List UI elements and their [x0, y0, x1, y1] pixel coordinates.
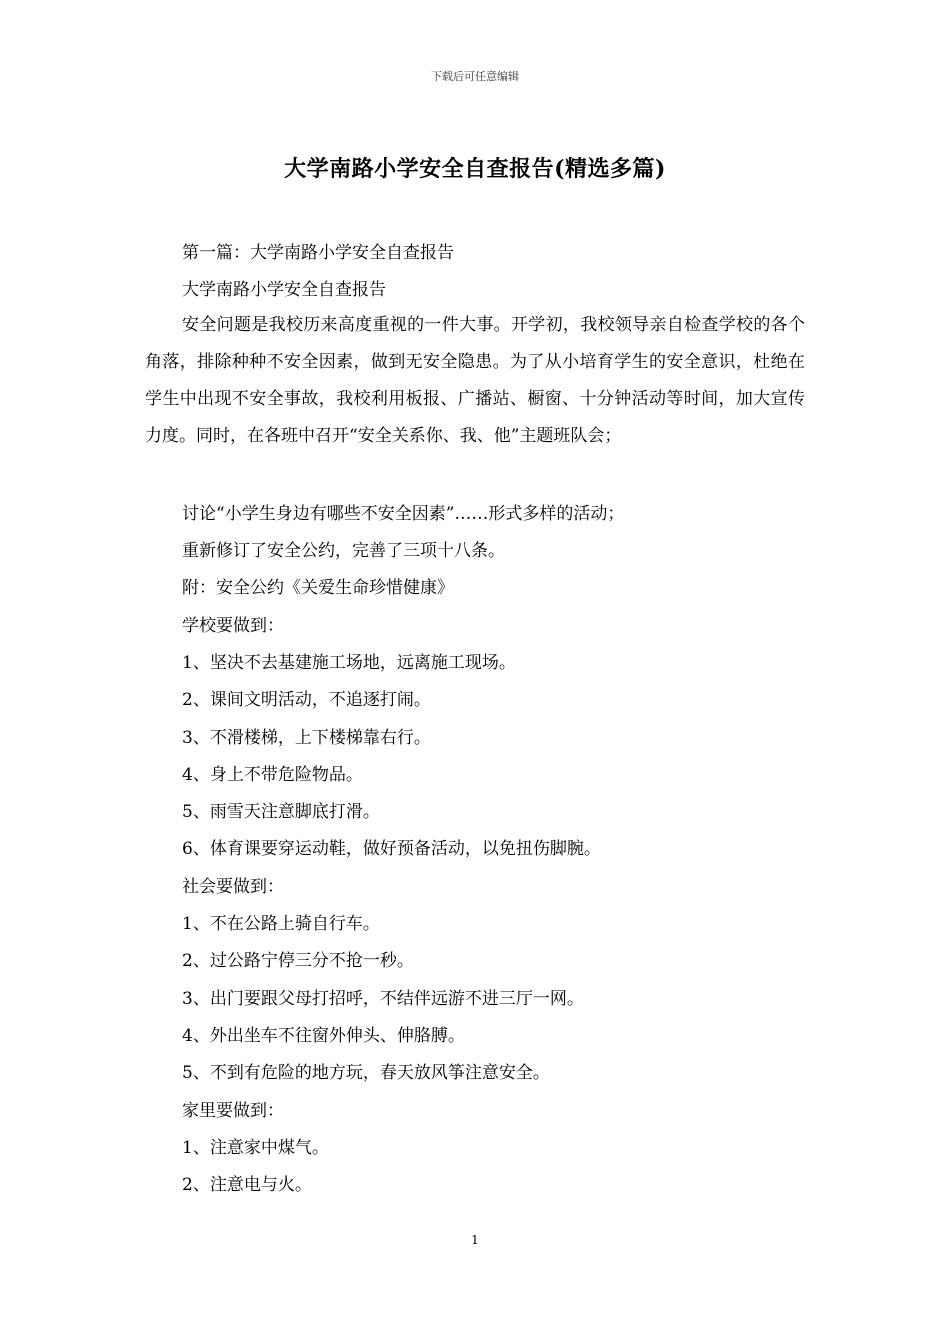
body-line: 讨论“小学生身边有哪些不安全因素”……形式多样的活动；: [182, 504, 625, 524]
intro-paragraph: 安全问题是我校历来高度重视的一件大事。开学初，我校领导亲自检查学校的各个角落，排除种种不安全因素，做到无安全隐患。为了从小培育学生的安全意识，杜绝在学生中出现不安全事故，我校利用板报、广播站、橱窗、十分钟活动等时间，加大宣传力度。同时，在各班中召开“安全关系你、我、他”主题班队会；: [145, 315, 805, 446]
body-line: 重新修订了安全公约，完善了三项十八条。: [182, 541, 505, 561]
list-item: 1、坚决不去基建施工场地，远离施工现场。: [182, 653, 516, 673]
list-item: 6、体育课要穿运动鞋，做好预备活动，以免扭伤脚腕。: [182, 839, 601, 859]
list-item: 3、出门要跟父母打招呼，不结伴远游不进三厅一网。: [182, 989, 584, 1009]
list-item: 2、过公路宁停三分不抢一秒。: [182, 951, 414, 971]
document-title: 大学南路小学安全自查报告(精选多篇): [284, 156, 666, 182]
list-item: 3、不滑楼梯，上下楼梯靠右行。: [182, 728, 431, 748]
list-item: 1、注意家中煤气。: [182, 1138, 329, 1158]
body-line: 学校要做到：: [182, 616, 284, 636]
list-item: 2、课间文明活动，不追逐打闹。: [182, 690, 431, 710]
body-line: 社会要做到：: [182, 877, 284, 897]
list-item: 4、外出坐车不往窗外伸头、伸胳膊。: [182, 1026, 465, 1046]
body-line: 家里要做到：: [182, 1101, 284, 1121]
page-header-note: 下载后可任意编辑: [431, 70, 519, 83]
section-heading: 第一篇：大学南路小学安全自查报告: [182, 243, 454, 263]
list-item: 5、不到有危险的地方玩，春天放风筝注意安全。: [182, 1063, 550, 1083]
list-item: 1、不在公路上骑自行车。: [182, 914, 380, 934]
section-subheading: 大学南路小学安全自查报告: [182, 280, 386, 300]
body-line: 附：安全公约《关爱生命珍惜健康》: [182, 578, 454, 598]
page-number: 1: [471, 1233, 479, 1247]
list-item: 4、身上不带危险物品。: [182, 765, 363, 785]
list-item: 2、注意电与火。: [182, 1175, 312, 1195]
list-item: 5、雨雪天注意脚底打滑。: [182, 802, 380, 822]
